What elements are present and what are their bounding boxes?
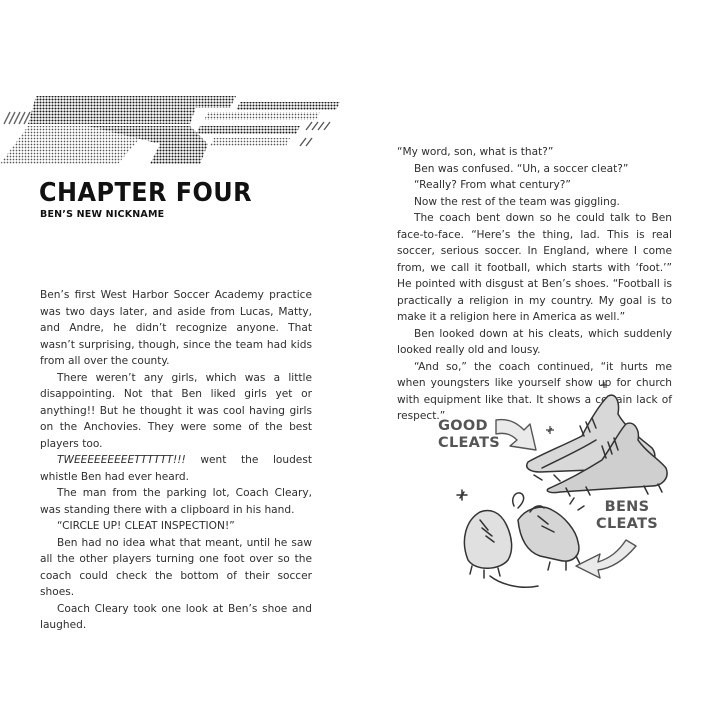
paragraph: “CIRCLE UP! CLEAT INSPECTION!” (57, 520, 235, 532)
left-page-body (40, 287, 312, 634)
cleats-illustration (430, 380, 675, 605)
paragraph: Ben’s first West Harbor Soccer Academy practice was two days later, and aside from Lucas, Matty, and Andre, he didn’t recognize anyone. That wasn’t surprising, though, since the team had kids from all over the county. (40, 289, 312, 367)
whistle-sound: TWEEEEEEEEETTTTTT!!! (57, 454, 186, 466)
paragraph: Ben was confused. “Uh, a soccer cleat?” (414, 162, 629, 175)
chapter-banner-graphic (0, 86, 345, 166)
good-cleats-label (438, 418, 501, 452)
paragraph: Now the rest of the team was giggling. (414, 195, 620, 208)
good-cleats-label-line2: CLEATS (438, 435, 501, 451)
paragraph: The man from the parking lot, Coach Cleary, was standing there with a clipboard in his hand. (40, 487, 312, 516)
paragraph: Ben had no idea what that meant, until he saw all the other players turning one foot over so the coach could check the bottom of their soccer shoes. (40, 536, 312, 598)
arrow-icon (496, 420, 536, 450)
paragraph: There weren’t any girls, which was a little disappointing. Not that Ben liked girls yet or anything!! But he thought it was cool having girls on the Anchovies. They were some of the best players too. (40, 371, 312, 450)
arrow-icon (576, 540, 636, 578)
chapter-subtitle: BEN’S NEW NICKNAME (40, 209, 165, 220)
paragraph: “My word, son, what is that?” (397, 146, 554, 158)
paragraph-continuation: went the loudest whistle Ben had ever heard. (40, 454, 312, 483)
chapter-title: CHAPTER FOUR (39, 178, 253, 208)
bens-cleats-label-line1: BENS (604, 499, 650, 515)
bens-cleats-drawing (457, 490, 584, 587)
paragraph: “Really? From what century?” (414, 179, 571, 191)
bens-cleats-label-line2: CLEATS (596, 516, 659, 532)
paragraph: Ben looked down at his cleats, which suddenly looked really old and lousy. (397, 327, 672, 356)
bens-cleats-label (596, 499, 658, 533)
good-cleats-drawing (527, 395, 667, 496)
good-cleats-label-line1: GOOD (438, 418, 488, 434)
paragraph: The coach bent down so he could talk to Ben face-to-face. “Here’s the thing, lad. This is real soccer, serious soccer. In England, where I come from, we call it football, which starts with ‘foot.’” He pointed with disgust at Ben’s shoes. “Football is practically a religion in my country. My goal is to make it a religion here in America as well.” (397, 212, 672, 323)
paragraph: Coach Cleary took one look at Ben’s shoe and laughed. (40, 602, 312, 631)
paragraph (40, 452, 312, 485)
paragraph: “And so,” the coach continued, “it hurts me when youngsters like yourself show up for church with equipment like that. It shows a certain lack of respect.” (397, 360, 672, 422)
